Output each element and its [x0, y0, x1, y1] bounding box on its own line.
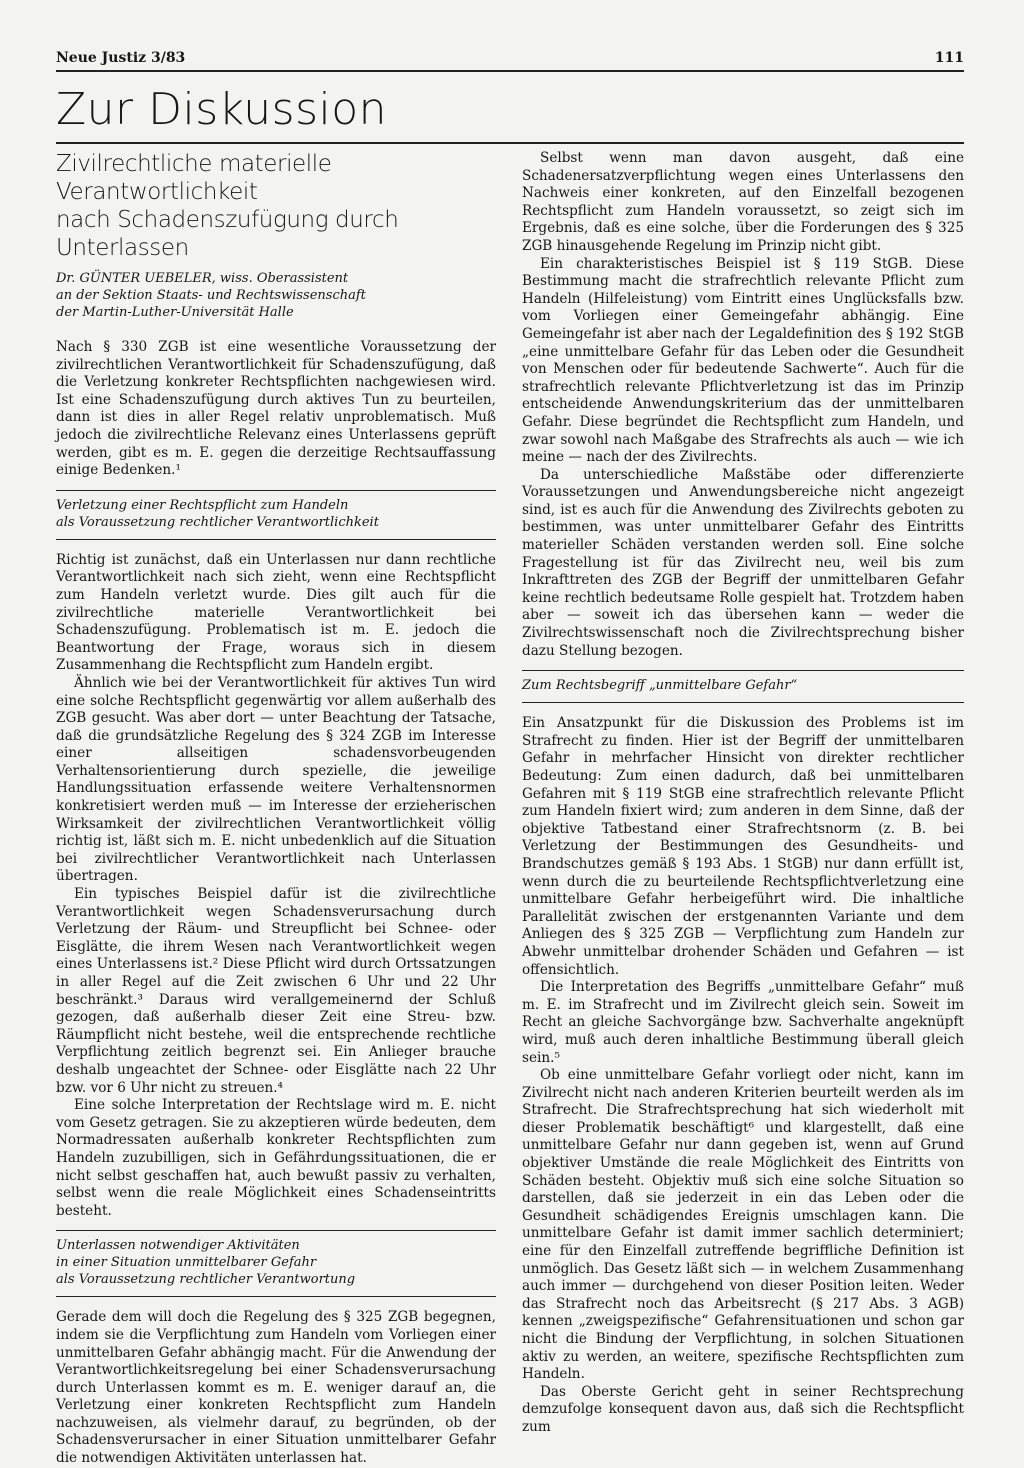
subheading	[56, 490, 496, 540]
author-line: Dr. GÜNTER UEBELER, wiss. Oberassistent	[56, 271, 349, 286]
subheading-line: Verletzung einer Rechtspflicht zum Handeln	[56, 497, 349, 513]
paragraph: Die Interpretation des Begriffs „unmittelbare Gefahr“ muß m. E. im Strafrecht und im Zivilrecht gleich sein. Soweit im Recht an gleiche Sachvorgänge bzw. Sachverhalte angeknüpft wird, muß auch deren inhaltliche Bestimmung überall gleich sein.⁵	[522, 979, 964, 1066]
paragraph: Ähnlich wie bei der Verantwortlichkeit für aktives Tun wird eine solche Rechtspflicht gegenwärtig vor allem außerhalb des ZGB gesucht. Was aber dort — unter Beachtung der Tatsache, daß die grundsätzliche Regelung des § 324 ZGB im Interesse einer allseitigen schadensvorbeugenden Verhaltensorientierung durch spezielle, die jeweilige Handlungssituation erfassende weitere Verhaltensnormen konkretisiert werden muß — im Interesse der erzieherischen Wirksamkeit der zivilrechtlichen Verantwortlichkeit völlig richtig ist, läßt sich m. E. nicht unbedenklich auf die Situation bei zivilrechtlicher Verantwortlichkeit nach Unterlassen übertragen.	[56, 674, 496, 885]
article-title-line: Zivilrechtliche materielle Verantwortlichkeit	[56, 151, 332, 205]
paragraph: Nach § 330 ZGB ist eine wesentliche Voraussetzung der zivilrechtlichen Verantwortlichkeit für Schadenszufügung, daß die Verletzung konkreter Rechtspflichten nachgewiesen wird. Ist eine Schadenszufügung durch aktives Tun zu beurteilen, dann ist dies in aller Regel relativ unproblematisch. Muß jedoch die zivilrechtliche Relevanz eines Unterlassens geprüft werden, gibt es m. E. gegen die derzeitige Rechtsauffassung einige Bedenken.¹	[56, 339, 496, 479]
article-title	[56, 150, 496, 262]
article-title-line: nach Schadenszufügung durch Unterlassen	[56, 207, 399, 261]
subheading-line: Unterlassen notwendiger Aktivitäten	[56, 1238, 300, 1254]
subheading-line: als Voraussetzung rechtlicher Verantwortlichkeit	[56, 514, 379, 530]
paragraph: Ob eine unmittelbare Gefahr vorliegt oder nicht, kann im Zivilrecht nicht nach anderen Kriterien beurteilt werden als im Strafrecht. Die Strafrechtsprechung hat sich wiederholt mit dieser Problematik beschäftigt⁶ und klargestellt, daß eine unmittelbare Gefahr nur dann gegeben ist, wenn auf Grund objektiver Umstände die reale Möglichkeit des Eintritts von Schäden besteht. Objektiv muß sich eine solche Situation so darstellen, daß sie jederzeit in ein das Leben oder die Gesundheit schädigendes Ereignis umschlagen kann. Die unmittelbare Gefahr ist damit immer sachlich determiniert; eine für den Einzelfall zutreffende begriffliche Definition ist unmöglich. Das Gesetz läßt sich — in welchem Zusammenhang auch immer — durchgehend von dieser Position leiten. Weder das Strafrecht noch das Arbeitsrecht (§ 217 Abs. 3 AGB) kennen „zweigspezifische“ Gefahrensituationen und schon gar nicht die Bindung der Verpflichtung, in solchen Situationen aktiv zu werden, an weitere, spezifische Rechtspflichten zum Handeln.	[522, 1067, 964, 1383]
page-number: 111	[934, 50, 964, 66]
paragraph: Richtig ist zunächst, daß ein Unterlassen nur dann rechtliche Verantwortlichkeit nach sich zieht, wenn eine Rechtspflicht zum Handeln verletzt wurde. Dies gilt auch für die zivilrechtliche materielle Verantwortlichkeit bei Schadenszufügung. Problematisch ist m. E. jedoch die Beantwortung der Frage, woraus sich in diesem Zusammenhang die Rechtspflicht zum Handeln ergibt.	[56, 551, 496, 674]
section-title: Zur Diskussion	[56, 84, 964, 144]
subheading	[522, 670, 964, 703]
left-column	[56, 150, 496, 1468]
author-line: der Martin-Luther-Universität Halle	[56, 305, 294, 320]
subheading-line: in einer Situation unmittelbarer Gefahr	[56, 1255, 317, 1271]
paragraph: Selbst wenn man davon ausgeht, daß eine Schadenersatzverpflichtung wegen eines Unterlassens den Nachweis einer konkreten, auf den Einzelfall bezogenen Rechtspflicht zum Handeln voraussetzt, so zeigt sich im Ergebnis, daß es eine solche, über die Forderungen des § 325 ZGB hinausgehende Regelung im Prinzip nicht gibt.	[522, 150, 964, 254]
subheading-line: Zum Rechtsbegriff „unmittelbare Gefahr“	[522, 678, 798, 694]
subheading	[56, 1230, 496, 1297]
paragraph: Das Oberste Gericht geht in seiner Rechtsprechung demzufolge konsequent davon aus, daß sich die Rechtspflicht zum	[522, 1383, 964, 1435]
paragraph: Eine solche Interpretation der Rechtslage wird m. E. nicht vom Gesetz getragen. Sie zu akzeptieren würde bedeuten, dem Normadressaten außerhalb konkreter Rechtspflichten zum Handeln zuzubilligen, sich in Gefährdungssituationen, die er nicht selbst geschaffen hat, auch bewußt passiv zu verhalten, selbst wenn die reale Möglichkeit eines Schadenseintritts besteht.	[56, 1097, 496, 1219]
paragraph: Gerade dem will doch die Regelung des § 325 ZGB begegnen, indem sie die Verpflichtung zum Handeln vom Vorliegen einer unmittelbaren Gefahr abhängig macht. Für die Anwendung der Verantwortlichkeitsregelung bei einer Schadensverursachung durch Unterlassen kommt es m. E. weniger darauf an, die Verletzung einer konkreten Rechtspflicht zum Handeln nachzuweisen, als vielmehr darauf, zu begründen, ob der Schadensverursacher in einer Situation unmittelbarer Gefahr die notwendigen Aktivitäten unterlassen hat.	[56, 1309, 496, 1467]
subheading-line: als Voraussetzung rechtlicher Verantwortung	[56, 1272, 356, 1288]
right-column	[522, 150, 964, 1437]
author-byline	[56, 270, 496, 321]
author-line: an der Sektion Staats- und Rechtswissenschaft	[56, 288, 366, 303]
running-header	[56, 48, 964, 72]
paragraph: Ein typisches Beispiel dafür ist die zivilrechtliche Verantwortlichkeit wegen Schadensverursachung durch Verletzung der Räum- und Streupflicht bei Schnee- oder Eisglätte, die ihrem Wesen nach Verantwortlichkeit wegen eines Unterlassens ist.² Diese Pflicht wird durch Ortssatzungen in aller Regel auf die Zeit zwischen 6 Uhr und 22 Uhr beschränkt.³ Daraus wird verallgemeinernd der Schluß gezogen, daß außerhalb dieser Zeit eine Streu- bzw. Räumpflicht nicht bestehe, weil die entsprechende rechtliche Verpflichtung zeitlich begrenzt sei. Ein Anlieger brauche deshalb ungeachtet der Schnee- oder Eisglätte nach 22 Uhr bzw. vor 6 Uhr nicht zu streuen.⁴	[56, 886, 496, 1096]
paragraph: Da unterschiedliche Maßstäbe oder differenzierte Voraussetzungen und Anwendungsbereiche nicht angezeigt sind, ist es auch für die Anwendung des Zivilrechts geboten zu bestimmen, was unter unmittelbarer Gefahr des Eintritts materieller Schäden verstanden werden soll. Eine solche Fragestellung ist für das Zivilrecht neu, weil bis zum Inkrafttreten des ZGB der Begriff der unmittelbaren Gefahr keine rechtlich bedeutsame Rolle gespielt hat. Trotzdem haben aber — soweit ich das übersehen kann — weder die Zivilrechtswissenschaft noch die Zivilrechtsprechung bisher dazu Stellung bezogen.	[522, 466, 964, 659]
paragraph: Ein charakteristisches Beispiel ist § 119 StGB. Diese Bestimmung macht die strafrechtlich relevante Pflicht zum Handeln (Hilfeleistung) vom Eintritt eines Unglücksfalls bzw. vom Vorliegen einer Gemeingefahr abhängig. Eine Gemeingefahr ist aber nach der Legaldefinition des § 192 StGB „eine unmittelbare Gefahr für das Leben oder die Gesundheit von Menschen oder für bedeutende Sachwerte“. Auch für die strafrechtlich relevante Pflichtverletzung ist das im Prinzip entscheidende Anwendungskriterium das der unmittelbaren Gefahr. Diese begründet die Rechtspflicht zum Handeln, und zwar sowohl nach Maßgabe des Strafrechts als auch — wie ich meine — nach der des Zivilrechts.	[522, 255, 964, 466]
paragraph: Ein Ansatzpunkt für die Diskussion des Problems ist im Strafrecht zu finden. Hier ist der Begriff der unmittelbaren Gefahr in mehrfacher Hinsicht von direkter rechtlicher Bedeutung: Zum einen dadurch, daß bei unmittelbaren Gefahren mit § 119 StGB eine strafrechtlich relevante Pflicht zum Handeln fixiert wird; zum anderen in dem Sinne, daß der objektive Tatbestand einer Strafrechtsnorm (z. B. bei Verletzung der Bestimmungen des Gesundheits- und Brandschutzes gemäß § 193 Abs. 1 StGB) nur dann erfüllt ist, wenn durch die zu beurteilende Rechtspflichtverletzung eine unmittelbare Gefahr herbeigeführt wird. Die inhaltliche Parallelität zwischen der erstgenannten Variante und dem Anliegen des § 325 ZGB — Verpflichtung zum Handeln zur Abwehr unmittelbar drohender Schäden und Gefahren — ist offensichtlich.	[522, 715, 964, 978]
journal-issue: Neue Justiz 3/83	[56, 50, 186, 66]
